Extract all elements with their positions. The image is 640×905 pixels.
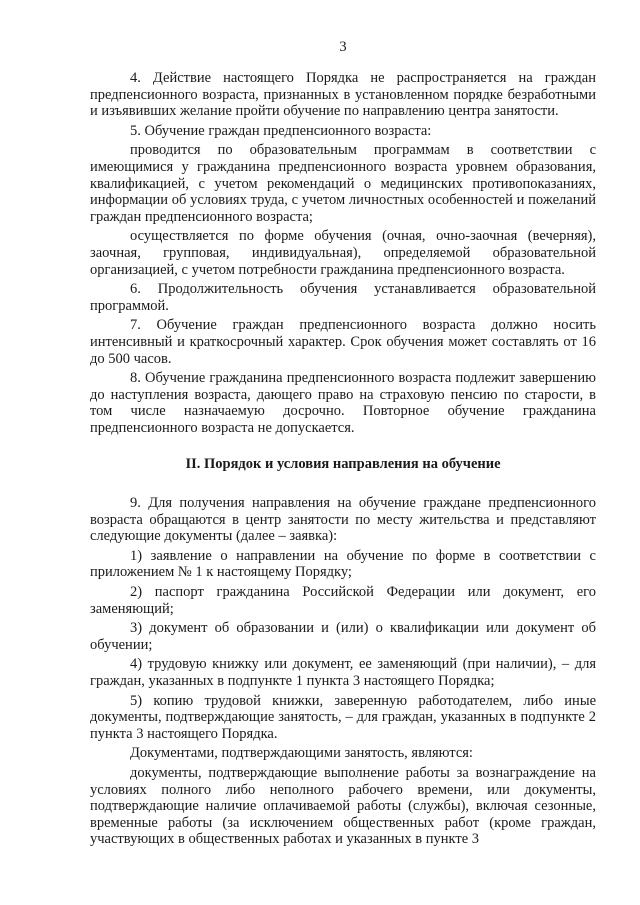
paragraph-employment-docs-detail: документы, подтверждающие выполнение работы за вознаграждение на условиях полного либо неполного рабочего времени, или документы, подтверждающие наличие оплачиваемой работы (службы), включая сезонные, временные работы (за исключением общественных работ (кроме граждан, участвующих в общественных работах и указанных в пункте 3: [90, 764, 596, 848]
document-page: [90, 38, 596, 851]
paragraph-doc-4: 4) трудовую книжку или документ, ее заменяющий (при наличии), – для граждан, указанных в подпункте 1 пункта 3 настоящего Порядка;: [90, 656, 596, 689]
paragraph-doc-5: 5) копию трудовой книжки, заверенную работодателем, либо иные документы, подтверждающие занятость, – для граждан, указанных в подпункте 2 пункта 3 настоящего Порядка.: [90, 692, 596, 742]
paragraph-item-8: 8. Обучение гражданина предпенсионного возраста подлежит завершению до наступления возраста, дающего право на страховую пенсию по старости, в том числе назначаемую досрочно. Повторное обучение гражданина предпенсионного возраста не допускается.: [90, 370, 596, 436]
section-general-provisions: [90, 70, 596, 436]
paragraph-item-5-programs: проводится по образовательным программам в соответствии с имеющимися у гражданина предпенсионного возраста уровнем образования, квалификацией, с учетом рекомендаций о медицинских противопоказаниях, информации об условиях труда, с учетом личностных особенностей и пожеланий граждан предпенсионного возраста;: [90, 142, 596, 225]
paragraph-item-5: 5. Обучение граждан предпенсионного возраста:: [130, 122, 432, 139]
paragraph-doc-2: 2) паспорт гражданина Российской Федерации или документ, его заменяющий;: [90, 584, 596, 617]
paragraph-item-9: 9. Для получения направления на обучение граждане предпенсионного возраста обращаются в центр занятости по месту жительства и представляют следующие документы (далее – заявка):: [90, 495, 596, 545]
paragraph-item-7: 7. Обучение граждан предпенсионного возраста должно носить интенсивный и краткосрочный характер. Срок обучения может составлять от 16 до 500 часов.: [90, 317, 596, 367]
section-referral-procedure: [90, 495, 596, 848]
page-number: 3: [339, 39, 347, 55]
section-heading: II. Порядок и условия направления на обучение: [185, 456, 501, 473]
paragraph-item-5-forms: осуществляется по форме обучения (очная, очно-заочная (вечерняя), заочная, групповая, индивидуальная), определяемой образовательной организацией, с учетом потребности гражданина предпенсионного возраста.: [90, 228, 596, 278]
paragraph-doc-1: 1) заявление о направлении на обучение по форме в соответствии с приложением № 1 к настоящему Порядку;: [90, 547, 596, 581]
paragraph-item-4: 4. Действие настоящего Порядка не распространяется на граждан предпенсионного возраста, признанных в установленном порядке безработными и изъявивших желание пройти обучение по направлению центра занятости.: [90, 70, 596, 120]
paragraph-item-6: 6. Продолжительность обучения устанавливается образовательной программой.: [90, 281, 596, 314]
paragraph-employment-docs: Документами, подтверждающими занятость, являются:: [130, 745, 473, 762]
paragraph-doc-3: 3) документ об образовании и (или) о квалификации или документ об обучении;: [90, 620, 596, 653]
